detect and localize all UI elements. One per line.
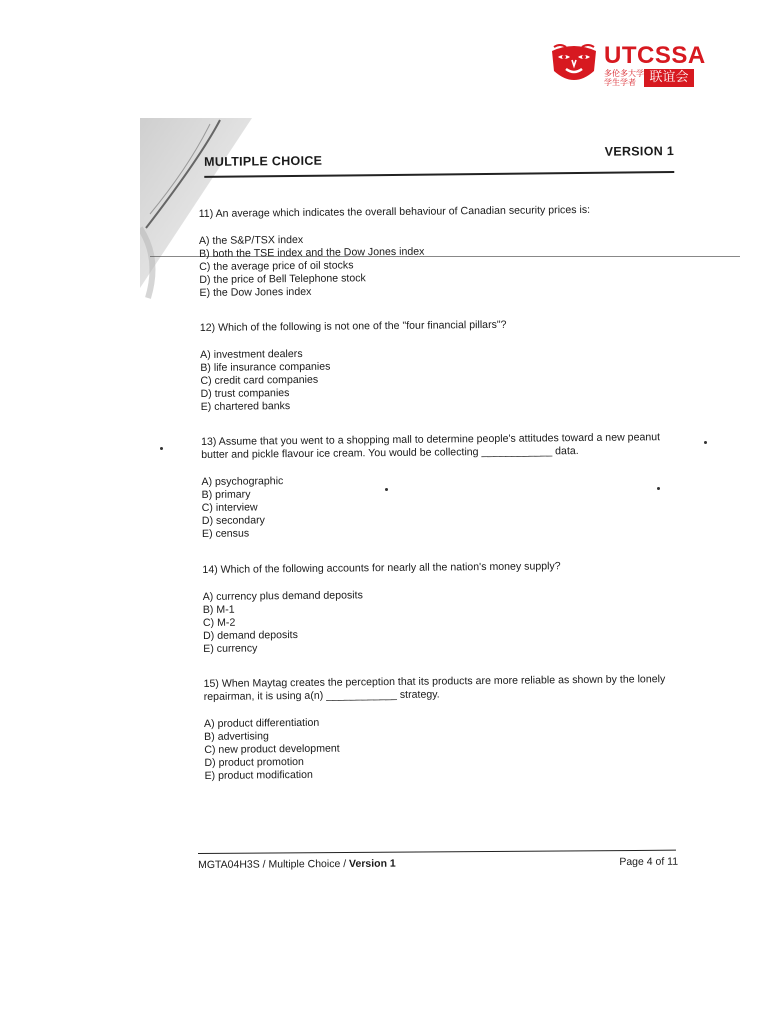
question-stem: 13) Assume that you went to a shopping mall to determine people's attitudes toward a new peanut butter and pickle flavour ice cream. You would be collecting ____________ data. <box>200 431 661 461</box>
question-15 <box>204 673 675 783</box>
answer-options <box>203 586 674 656</box>
logo-cn-badge: 联谊会 <box>644 69 694 87</box>
page-header <box>198 145 674 190</box>
option-e: E) currency <box>203 642 258 655</box>
scan-speck <box>704 441 707 444</box>
option-a: A) the S&P/TSX index <box>198 233 304 247</box>
logo-cn-line1: 多伦多大学 <box>604 69 644 78</box>
option-a: A) product differentiation <box>203 716 320 730</box>
option-d: D) product promotion <box>204 755 304 769</box>
option-e: E) product modification <box>204 768 313 782</box>
footer-course <box>198 858 396 871</box>
option-e: E) chartered banks <box>200 400 291 413</box>
option-c: C) new product development <box>204 742 340 756</box>
scan-speck <box>385 488 388 491</box>
opera-mask-icon <box>548 43 600 87</box>
option-d: D) trust companies <box>200 387 290 400</box>
option-a: A) psychographic <box>201 475 284 488</box>
logo-brand-text: UTCSSA <box>604 42 706 69</box>
scan-speck <box>657 487 660 490</box>
option-d: D) secondary <box>201 514 265 527</box>
logo-cn-line2: 学生学者 <box>604 78 636 87</box>
option-d: D) demand deposits <box>203 628 298 642</box>
scan-speck <box>160 447 163 450</box>
option-c: C) the average price of oil stocks <box>199 259 354 273</box>
answer-options <box>200 344 671 414</box>
option-b: B) M-1 <box>202 603 235 616</box>
option-a: A) investment dealers <box>200 347 303 361</box>
option-b: B) both the TSE index and the Dow Jones index <box>199 245 425 260</box>
question-13 <box>201 431 672 541</box>
footer-version: Version 1 <box>348 857 396 870</box>
footer-page-number: Page 4 of 11 <box>619 855 679 869</box>
utcssa-logo <box>548 42 706 89</box>
option-a: A) currency plus demand deposits <box>202 589 363 603</box>
header-rule <box>204 171 674 177</box>
option-b: B) life insurance companies <box>200 360 331 374</box>
version-label: VERSION 1 <box>604 144 675 159</box>
logo-chinese-text <box>604 69 694 87</box>
option-c: C) credit card companies <box>200 373 319 387</box>
footer-course-text: MGTA04H3S / Multiple Choice / <box>198 857 350 871</box>
question-12 <box>200 317 671 414</box>
question-stem: 12) Which of the following is not one of the "four financial pillars"? <box>199 318 507 334</box>
option-c: C) M-2 <box>202 616 236 629</box>
option-b: B) advertising <box>204 730 269 743</box>
option-b: B) primary <box>201 488 251 501</box>
question-stem: 15) When Maytag creates the perception that its products are more reliable as shown by the lonely repairman, it is using a(n) ____________ strategy. <box>203 673 666 703</box>
question-stem: 11) An average which indicates the overall behaviour of Canadian security prices is: <box>198 203 591 220</box>
option-e: E) census <box>201 527 250 540</box>
question-11 <box>199 203 670 300</box>
answer-options <box>204 713 675 783</box>
question-stem: 14) Which of the following accounts for nearly all the nation's money supply? <box>202 560 561 576</box>
option-c: C) interview <box>201 501 258 514</box>
section-title: MULTIPLE CHOICE <box>204 153 323 169</box>
question-14 <box>202 559 673 656</box>
option-e: E) the Dow Jones index <box>199 285 312 299</box>
option-d: D) the price of Bell Telephone stock <box>199 272 366 286</box>
answer-options <box>201 471 672 541</box>
answer-options <box>199 230 670 300</box>
